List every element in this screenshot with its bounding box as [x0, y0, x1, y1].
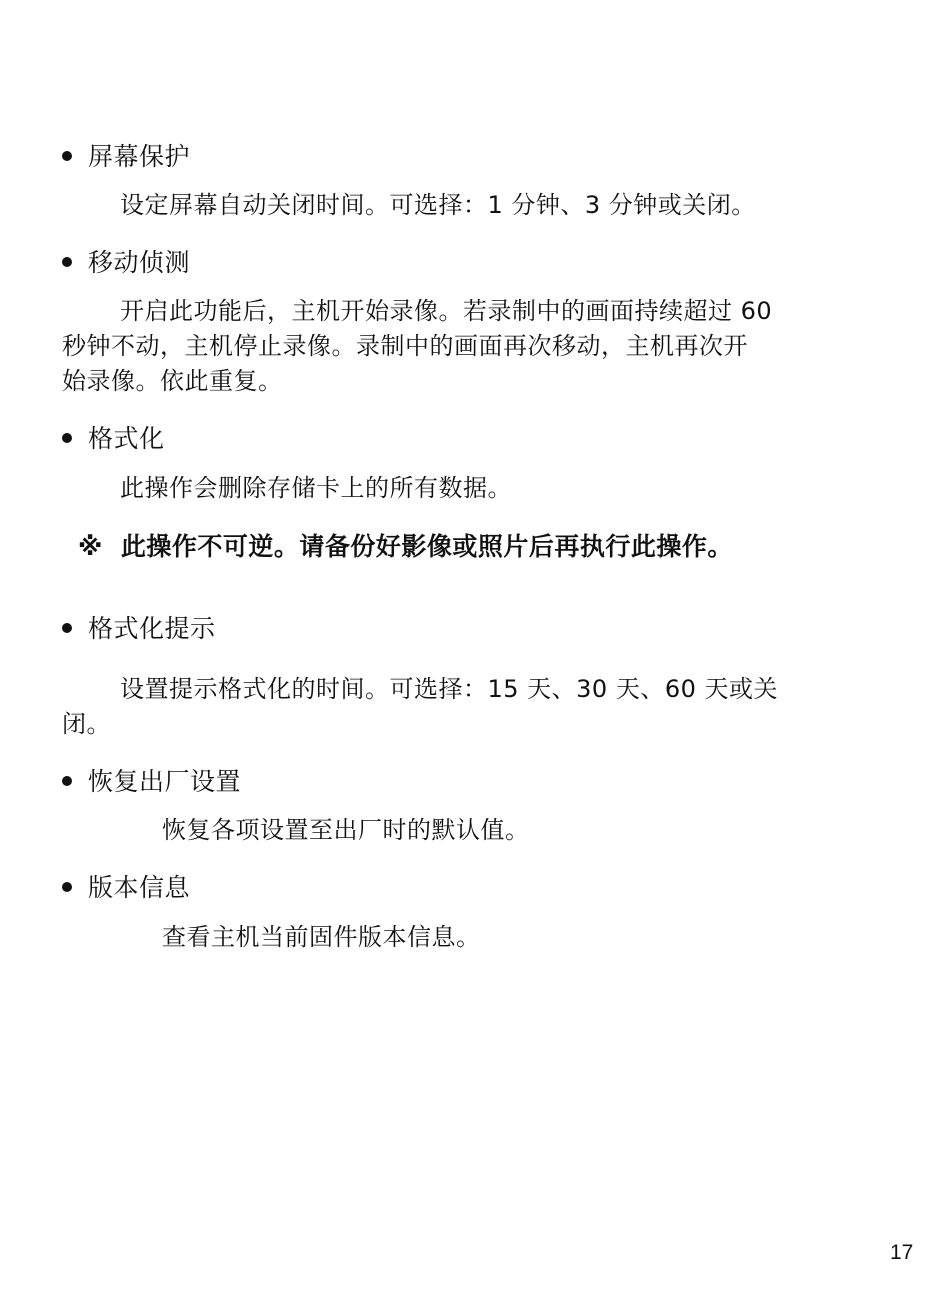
section-description-line: 闭。	[62, 710, 111, 738]
section-title: 格式化	[88, 424, 165, 453]
section-description: 设定屏幕自动关闭时间。可选择：1 分钟、3 分钟或关闭。	[120, 191, 756, 219]
bullet-icon	[62, 151, 72, 161]
bullet-icon	[62, 623, 72, 633]
section-heading-screen-saver	[62, 142, 190, 172]
section-title: 移动侦测	[88, 248, 191, 277]
section-heading-format-reminder	[62, 614, 216, 644]
section-description-line: 始录像。依此重复。	[62, 367, 283, 395]
bullet-icon	[62, 433, 72, 443]
section-title: 版本信息	[88, 873, 191, 902]
bullet-icon	[62, 882, 72, 892]
section-description: 此操作会删除存储卡上的所有数据。	[120, 474, 512, 502]
warning-note	[78, 531, 733, 563]
section-heading-motion-detection	[62, 248, 190, 278]
section-heading-factory-reset	[62, 767, 241, 797]
section-title: 屏幕保护	[88, 142, 191, 171]
section-description: 查看主机当前固件版本信息。	[162, 923, 481, 951]
section-description-line: 开启此功能后，主机开始录像。若录制中的画面持续超过 60	[120, 297, 773, 325]
section-description-line: 秒钟不动，主机停止录像。录制中的画面再次移动，主机再次开	[62, 332, 748, 360]
section-heading-version-info	[62, 873, 190, 903]
warning-text: 此操作不可逆。请备份好影像或照片后再执行此操作。	[120, 532, 733, 561]
bullet-icon	[62, 257, 72, 267]
section-description: 恢复各项设置至出厂时的默认值。	[162, 816, 530, 844]
bullet-icon	[62, 776, 72, 786]
section-description-line: 设置提示格式化的时间。可选择：15 天、30 天、60 天或关	[120, 675, 779, 703]
page-number: 17	[890, 1241, 914, 1264]
section-title: 恢复出厂设置	[88, 767, 242, 796]
reference-mark-icon: ※	[78, 532, 103, 561]
section-heading-format	[62, 424, 165, 454]
section-title: 格式化提示	[88, 614, 216, 643]
